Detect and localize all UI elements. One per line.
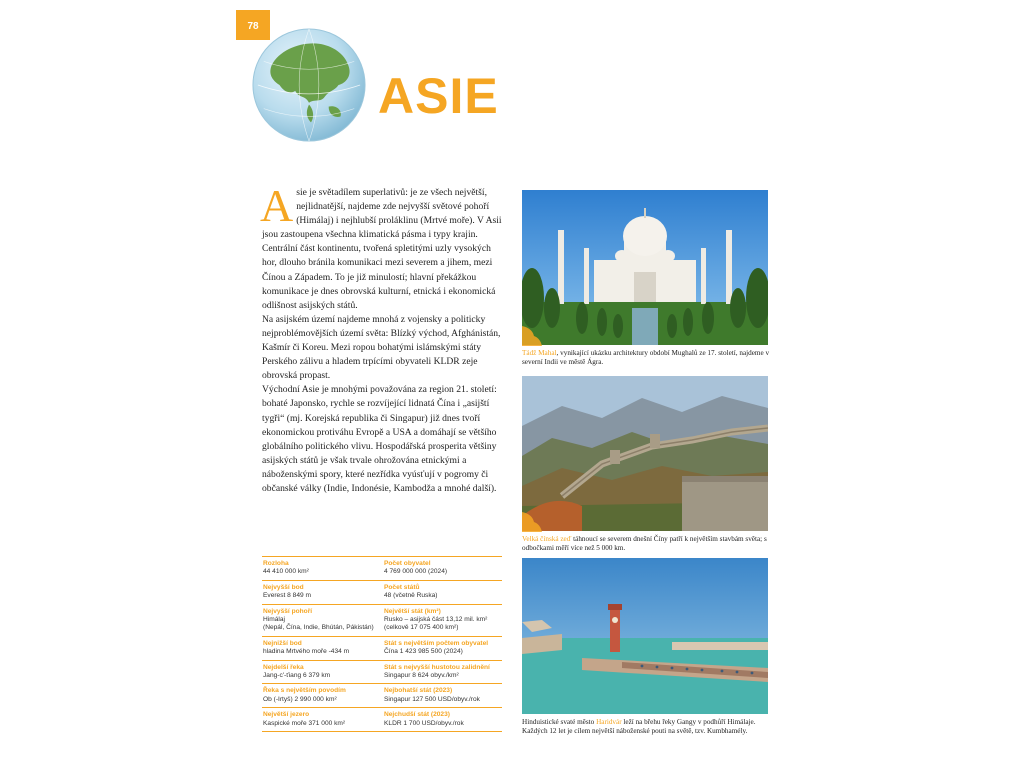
fact-row bbox=[262, 636, 502, 660]
fact-cell bbox=[262, 708, 382, 731]
fact-cell bbox=[382, 581, 502, 604]
fact-value: 48 (včetně Ruska) bbox=[384, 592, 438, 600]
fact-row bbox=[262, 707, 502, 732]
decorative-corner-icon bbox=[522, 326, 542, 346]
fact-value: Rusko – asijská část 13,12 mil. km² bbox=[384, 616, 488, 624]
fact-label: Rozloha bbox=[263, 560, 289, 567]
fact-row bbox=[262, 580, 502, 604]
page-number: 78 bbox=[236, 10, 270, 40]
fact-label: Nejvyšší pohoří bbox=[263, 607, 313, 615]
intro-paragraph bbox=[260, 180, 508, 313]
fact-cell bbox=[382, 708, 502, 731]
fact-label: Nejnižší bod bbox=[263, 639, 302, 647]
haridwar-caption bbox=[522, 718, 772, 737]
fact-cell bbox=[262, 637, 382, 660]
decorative-corner-icon bbox=[522, 512, 542, 532]
fact-row bbox=[262, 604, 502, 636]
fact-label: Stát s nejvyšší hustotou zalidnění bbox=[384, 663, 490, 671]
fact-label: Největší jezero bbox=[263, 711, 310, 719]
fact-value: Himálaj bbox=[263, 616, 285, 624]
fact-value: 4 769 000 000 (2024) bbox=[384, 568, 448, 576]
fact-value: Singapur 127 500 USD/obyv./rok bbox=[384, 695, 480, 703]
fact-value: Jang-c'-ťiang 6 379 km bbox=[263, 672, 331, 680]
fact-cell bbox=[382, 557, 502, 580]
intro-paragraph-1-text: sie je světadílem superlativů: je ze všech největší, nejlidnatější, najdeme zde nejvyšší světové pohoří (Himálaj) i nejhlubší proláklinu (Mrtvé moře). V Asii jsou zastoupena všechna klimatická pásma i typy krajin. Centrální část kontinentu, tvořená spletitými uzly vysokých hor, dlouho bránila komunikaci mezi severem a jihem, mezi Čínou a Západem. To je již minulostí; hlavní překážkou komunikace je dnes obrovská kulturní, etnická i ekonomická odlišnost asijských států. bbox=[262, 187, 502, 311]
fact-label: Stát s největším počtem obyvatel bbox=[384, 639, 489, 647]
fact-label: Největší stát (km²) bbox=[384, 607, 441, 615]
fact-cell bbox=[382, 661, 502, 684]
caption-highlight: Haridvár bbox=[596, 718, 622, 726]
fact-value: Kaspické moře 371 000 km² bbox=[263, 719, 346, 727]
intro-paragraph: Na asijském území najdeme mnohá z vojensky a politicky nejproblémovějších území světa: Blízký východ, Afghánistán, Kašmír či Koreu. Mezi ropou bohatými islámskými státy Perského zálivu a hladem trpícími obyvateli KLDR zeje obrovská propast. bbox=[262, 313, 501, 382]
caption-highlight: Velká čínská zeď bbox=[522, 535, 572, 543]
fact-value: Everest 8 849 m bbox=[263, 592, 312, 600]
fact-cell bbox=[262, 557, 382, 580]
intro-text bbox=[260, 180, 508, 496]
page-title: ASIE bbox=[378, 68, 499, 124]
intro-paragraph: Východní Asie je mnohými považována za region 21. století: bohaté Japonsko, rychle se rozvíjející lidnatá Čína i „asijští tygři“ (mj. Korejská republika či Singapur) již dnes tvoří ekonomickou protiváhu Evropě a USA a domáhají se většího globálního politického vlivu. Hospodářská prosperita většiny asijských států je však trvale ohrožována etnickými a náboženskými spory, které nezřídka vyúsťují v pogromy či občanské války (Indie, Indonésie, Kambodža a mnohé další). bbox=[262, 384, 497, 494]
fact-cell bbox=[262, 581, 382, 604]
fact-cell bbox=[382, 684, 502, 707]
taj-mahal-photo bbox=[522, 190, 768, 345]
fact-label: Počet států bbox=[384, 583, 420, 591]
fact-value: Ob (-Irtyš) 2 990 000 km² bbox=[263, 695, 337, 703]
fact-label: Nejbohatší stát (2023) bbox=[384, 687, 453, 695]
caption-highlight: Tádž Mahal bbox=[522, 349, 557, 357]
fact-value: Čína 1 423 985 500 (2024) bbox=[384, 648, 463, 656]
caption-text: leží na břehu řeky Gangy v podhůří Himálaje. Každých 12 let je cílem největší náboženské pouti na světě, tzv. Kumbhamély. bbox=[522, 718, 756, 736]
fact-value: (celkově 17 075 400 km²) bbox=[384, 624, 459, 632]
fact-label: Nejchudší stát (2023) bbox=[384, 711, 450, 719]
caption-text: , vynikající ukázku architektury období Mughalů ze 17. století, najdeme v severní Indii ve městě Ágra. bbox=[522, 349, 770, 367]
fact-label: Nejdelší řeka bbox=[263, 663, 304, 671]
fact-row bbox=[262, 556, 502, 580]
fact-value: (Nepál, Čína, Indie, Bhútán, Pákistán) bbox=[263, 624, 374, 632]
fact-value: KLDR 1 700 USD/obyv./rok bbox=[384, 719, 464, 727]
fact-cell bbox=[262, 661, 382, 684]
dropcap: A bbox=[260, 180, 294, 231]
fact-row bbox=[262, 683, 502, 707]
haridwar-photo bbox=[522, 558, 768, 714]
caption-text: táhnoucí se severem dnešní Číny patří k největším stavbám světa; s odbočkami měří více než 5 000 km. bbox=[522, 535, 767, 553]
fact-cell bbox=[382, 605, 502, 636]
fact-value: Singapur 8 624 obyv./km² bbox=[384, 672, 459, 680]
fact-row bbox=[262, 660, 502, 684]
fact-cell bbox=[382, 637, 502, 660]
facts-table bbox=[262, 556, 502, 732]
great-wall-caption bbox=[522, 535, 772, 554]
fact-cell bbox=[262, 605, 382, 636]
fact-value: 44 410 000 km² bbox=[263, 568, 309, 576]
great-wall-photo bbox=[522, 376, 768, 531]
fact-label: Počet obyvatel bbox=[384, 560, 431, 567]
caption-prefix: Hinduistické svaté město bbox=[522, 718, 597, 726]
fact-value: hladina Mrtvého moře -434 m bbox=[263, 648, 350, 656]
fact-cell bbox=[262, 684, 382, 707]
fact-label: Nejvyšší bod bbox=[263, 583, 304, 591]
fact-label: Řeka s největším povodím bbox=[263, 687, 346, 695]
globe-illustration bbox=[250, 26, 368, 144]
taj-mahal-caption bbox=[522, 349, 772, 368]
